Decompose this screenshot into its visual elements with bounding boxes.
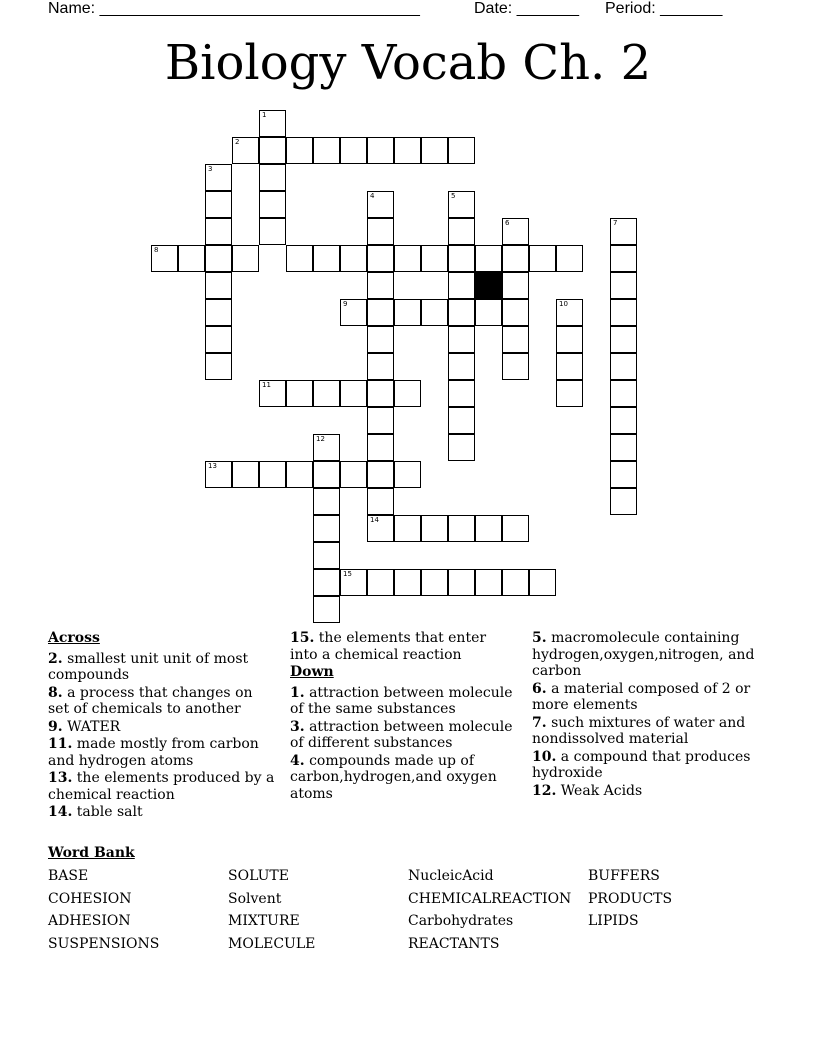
clue-num: 12.	[532, 782, 557, 799]
grid-cell[interactable]	[259, 218, 286, 245]
grid-cell[interactable]	[529, 569, 556, 596]
clue-number: 2	[235, 138, 240, 146]
grid-cell[interactable]	[286, 137, 313, 164]
grid-cell[interactable]	[205, 461, 232, 488]
clue-number: 13	[208, 462, 217, 470]
clue-item	[532, 681, 768, 714]
clue-item	[290, 753, 518, 803]
grid-cell[interactable]	[502, 515, 529, 542]
clue-text: the elements that enter into a chemical reaction	[290, 630, 487, 663]
grid-cell[interactable]	[205, 218, 232, 245]
clue-num: 2.	[48, 650, 63, 667]
clue-text: smallest unit unit of most compounds	[48, 650, 249, 683]
grid-cell[interactable]	[610, 218, 637, 245]
clues-column-3	[532, 630, 768, 800]
clue-num: 14.	[48, 804, 73, 820]
clue-text: table salt	[72, 804, 143, 820]
grid-cell[interactable]	[448, 569, 475, 596]
grid-cell[interactable]	[556, 299, 583, 326]
clue-num: 3.	[290, 718, 305, 735]
clue-num: 6.	[532, 680, 547, 697]
clue-text: Weak Acids	[556, 782, 643, 799]
clue-num: 5.	[532, 630, 547, 646]
word-bank-item: LIPIDS	[588, 913, 639, 929]
clue-item	[48, 651, 276, 684]
grid-cell[interactable]	[394, 569, 421, 596]
grid-cell[interactable]	[367, 137, 394, 164]
grid-cell[interactable]	[421, 569, 448, 596]
clue-text: made mostly from carbon and hydrogen atoms	[48, 736, 259, 769]
grid-cell[interactable]	[205, 326, 232, 353]
grid-cell[interactable]	[286, 461, 313, 488]
clue-item	[532, 749, 768, 782]
grid-cell[interactable]	[448, 326, 475, 353]
clue-item	[290, 685, 518, 718]
word-bank-item: NucleicAcid	[408, 868, 494, 884]
clue-number: 12	[316, 435, 325, 443]
clue-item	[532, 715, 768, 748]
grid-cell[interactable]	[340, 299, 367, 326]
grid-cell[interactable]	[205, 191, 232, 218]
clues-column-1	[48, 630, 276, 822]
clue-text: compounds made up of carbon,hydrogen,and oxygen atoms	[290, 752, 497, 802]
clue-num: 9.	[48, 718, 63, 735]
grid-cell[interactable]	[340, 245, 367, 272]
grid-cell[interactable]	[448, 272, 475, 299]
clue-number: 15	[343, 570, 352, 578]
word-bank-item: ADHESION	[48, 913, 131, 929]
grid-cell[interactable]	[340, 380, 367, 407]
grid-cell[interactable]	[421, 515, 448, 542]
clue-num: 1.	[290, 684, 305, 701]
grid-cell[interactable]	[313, 245, 340, 272]
grid-cell[interactable]	[313, 569, 340, 596]
grid-cell[interactable]	[367, 272, 394, 299]
grid-cell[interactable]	[610, 380, 637, 407]
grid-cell[interactable]	[313, 515, 340, 542]
grid-cell[interactable]	[367, 218, 394, 245]
grid-cell[interactable]	[556, 326, 583, 353]
grid-cell[interactable]	[421, 245, 448, 272]
grid-cell[interactable]	[610, 299, 637, 326]
word-bank-item: COHESION	[48, 890, 132, 907]
grid-cell[interactable]	[205, 164, 232, 191]
clue-item	[532, 630, 768, 680]
grid-cell[interactable]	[367, 245, 394, 272]
grid-cell[interactable]	[448, 191, 475, 218]
clue-number: 14	[370, 516, 379, 524]
grid-cell[interactable]	[367, 299, 394, 326]
grid-cell[interactable]	[259, 461, 286, 488]
clue-item	[532, 783, 768, 800]
word-bank-item: BUFFERS	[588, 868, 660, 884]
grid-cell[interactable]	[205, 299, 232, 326]
word-bank-item: REACTANTS	[408, 935, 500, 952]
clue-number: 9	[343, 300, 348, 308]
clue-number: 8	[154, 246, 159, 254]
grid-cell[interactable]	[313, 434, 340, 461]
grid-cell[interactable]	[448, 407, 475, 434]
grid-cell[interactable]	[232, 137, 259, 164]
grid-cell[interactable]	[421, 299, 448, 326]
clue-item	[48, 736, 276, 769]
clue-num: 8.	[48, 684, 63, 701]
clue-num: 15.	[290, 630, 315, 646]
word-bank-item: MOLECULE	[228, 935, 316, 952]
clue-text: a compound that produces hydroxide	[532, 748, 751, 781]
grid-cell[interactable]	[475, 569, 502, 596]
grid-cell[interactable]	[610, 461, 637, 488]
grid-cell[interactable]	[475, 515, 502, 542]
clue-number: 7	[613, 219, 618, 227]
grid-cell[interactable]	[313, 542, 340, 569]
grid-cell[interactable]	[421, 137, 448, 164]
grid-cell[interactable]	[502, 353, 529, 380]
word-bank-item: SOLUTE	[228, 868, 289, 884]
grid-cell[interactable]	[610, 407, 637, 434]
grid-cell[interactable]	[556, 353, 583, 380]
grid-cell[interactable]	[475, 299, 502, 326]
grid-cell[interactable]	[259, 380, 286, 407]
clue-number: 5	[451, 192, 456, 200]
word-bank-item: CHEMICALREACTION	[408, 890, 572, 907]
grid-cell[interactable]	[205, 272, 232, 299]
grid-cell[interactable]	[394, 137, 421, 164]
grid-cell[interactable]	[151, 245, 178, 272]
word-bank-item: PRODUCTS	[588, 890, 673, 907]
clue-text: WATER	[62, 718, 121, 735]
grid-cell[interactable]	[313, 488, 340, 515]
clue-num: 13.	[48, 770, 73, 786]
grid-cell[interactable]	[259, 191, 286, 218]
clue-text: attraction between molecule of the same substances	[290, 684, 513, 717]
grid-cell[interactable]	[448, 434, 475, 461]
grid-cell[interactable]	[448, 353, 475, 380]
word-bank-item: SUSPENSIONS	[48, 935, 160, 952]
grid-cell[interactable]	[394, 380, 421, 407]
clue-number: 6	[505, 219, 510, 227]
grid-cell[interactable]	[394, 245, 421, 272]
grid-cell[interactable]	[610, 272, 637, 299]
clue-num: 10.	[532, 748, 557, 765]
clue-text: a process that changes on set of chemicals to another	[48, 684, 253, 717]
grid-cell[interactable]	[448, 245, 475, 272]
grid-cell[interactable]	[394, 461, 421, 488]
grid-cell[interactable]	[286, 245, 313, 272]
grid-cell[interactable]	[394, 515, 421, 542]
clue-item	[48, 685, 276, 718]
grid-cell[interactable]	[367, 488, 394, 515]
grid-cell[interactable]	[502, 272, 529, 299]
grid-cell[interactable]	[340, 569, 367, 596]
clue-number: 1	[262, 111, 267, 119]
grid-cell[interactable]	[610, 326, 637, 353]
grid-cell[interactable]	[367, 461, 394, 488]
grid-cell[interactable]	[502, 245, 529, 272]
grid-cell[interactable]	[502, 218, 529, 245]
grid-cell[interactable]	[367, 353, 394, 380]
clue-text: macromolecule containing hydrogen,oxygen,nitrogen, and carbon	[532, 630, 755, 679]
date-field-label: Date: _______	[474, 0, 579, 17]
clue-num: 4.	[290, 752, 305, 769]
word-bank-item: Solvent	[228, 890, 282, 907]
grid-cell[interactable]	[502, 569, 529, 596]
grid-cell[interactable]	[610, 245, 637, 272]
grid-cell[interactable]	[367, 380, 394, 407]
grid-cell[interactable]	[556, 245, 583, 272]
grid-cell[interactable]	[178, 245, 205, 272]
grid-cell[interactable]	[313, 380, 340, 407]
clue-item	[290, 719, 518, 752]
grid-cell[interactable]	[502, 326, 529, 353]
grid-cell[interactable]	[610, 353, 637, 380]
grid-cell[interactable]	[556, 380, 583, 407]
word-bank-title: Word Bank	[48, 845, 135, 861]
grid-cell[interactable]	[313, 596, 340, 623]
clue-number: 3	[208, 165, 213, 173]
grid-cell[interactable]	[610, 488, 637, 515]
grid-cell[interactable]	[502, 299, 529, 326]
grid-cell[interactable]	[286, 380, 313, 407]
grid-cell[interactable]	[313, 461, 340, 488]
grid-cell[interactable]	[259, 164, 286, 191]
word-bank-item: MIXTURE	[228, 913, 300, 929]
clue-num: 7.	[532, 714, 547, 731]
grid-cell[interactable]	[259, 110, 286, 137]
clue-number: 10	[559, 300, 568, 308]
grid-cell[interactable]	[205, 353, 232, 380]
clue-text: the elements produced by a chemical reaction	[48, 770, 275, 803]
page-title: Biology Vocab Ch. 2	[164, 35, 652, 91]
grid-cell[interactable]	[367, 326, 394, 353]
grid-cell[interactable]	[367, 515, 394, 542]
grid-cell[interactable]	[610, 434, 637, 461]
grid-cell[interactable]	[394, 299, 421, 326]
clue-item	[290, 630, 518, 663]
grid-cell[interactable]	[448, 218, 475, 245]
grid-cell[interactable]	[367, 407, 394, 434]
grid-cell[interactable]	[448, 137, 475, 164]
clues-column-2	[290, 630, 518, 803]
grid-block-cell	[475, 272, 502, 299]
across-heading: Across	[48, 630, 100, 646]
name-field-label: Name: ____________________________________	[48, 0, 420, 17]
clue-item	[48, 719, 276, 736]
grid-cell[interactable]	[367, 191, 394, 218]
grid-cell[interactable]	[232, 245, 259, 272]
clue-text: a material composed of 2 or more elements	[532, 680, 751, 713]
grid-cell[interactable]	[448, 380, 475, 407]
clue-item	[48, 804, 276, 821]
clue-item	[48, 770, 276, 803]
grid-cell[interactable]	[448, 299, 475, 326]
grid-cell[interactable]	[205, 245, 232, 272]
grid-cell[interactable]	[340, 461, 367, 488]
grid-cell[interactable]	[529, 245, 556, 272]
grid-cell[interactable]	[259, 137, 286, 164]
clue-num: 11.	[48, 736, 73, 752]
grid-cell[interactable]	[340, 137, 367, 164]
period-field-label: Period: _______	[605, 0, 723, 17]
clue-text: such mixtures of water and nondissolved material	[532, 714, 746, 747]
grid-cell[interactable]	[367, 569, 394, 596]
down-heading: Down	[290, 664, 334, 680]
grid-cell[interactable]	[232, 461, 259, 488]
clue-text: attraction between molecule of different substances	[290, 718, 513, 751]
grid-cell[interactable]	[367, 434, 394, 461]
clue-number: 11	[262, 381, 271, 389]
clue-number: 4	[370, 192, 375, 200]
grid-cell[interactable]	[313, 137, 340, 164]
word-bank-item: Carbohydrates	[408, 913, 514, 929]
grid-cell[interactable]	[448, 515, 475, 542]
word-bank-item: BASE	[48, 868, 89, 884]
grid-cell[interactable]	[475, 245, 502, 272]
